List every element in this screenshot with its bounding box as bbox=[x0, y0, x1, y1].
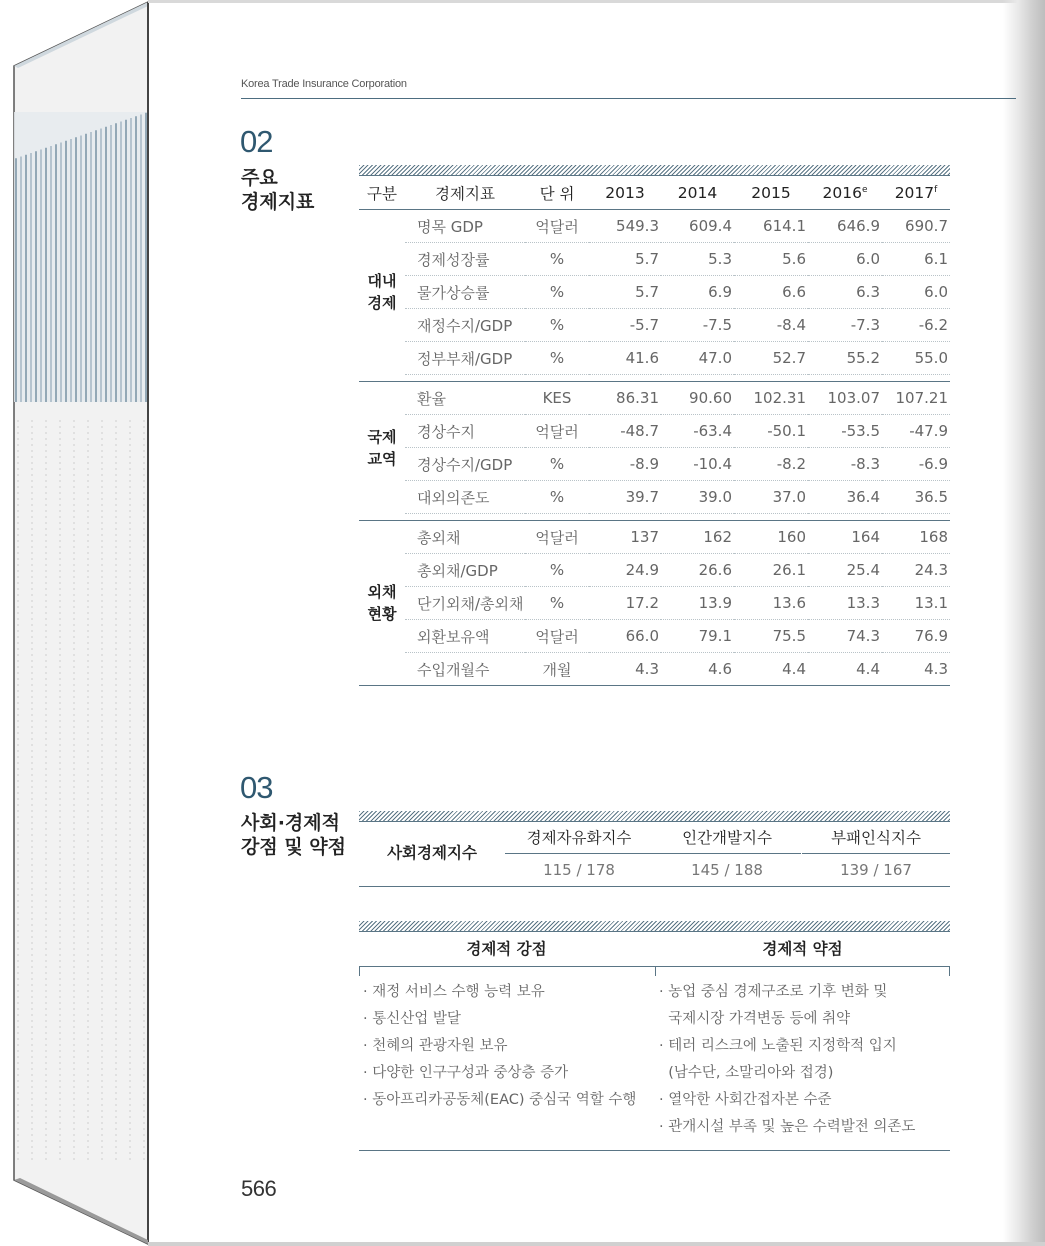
indicator-unit: % bbox=[525, 276, 589, 309]
indicator-unit: % bbox=[525, 587, 589, 620]
indicator-value: 4.3 bbox=[589, 653, 661, 686]
indicator-name: 단기외채/총외채 bbox=[405, 587, 525, 620]
forecast-mark: f bbox=[934, 184, 938, 195]
indicator-value: 13.9 bbox=[661, 587, 734, 620]
group-label-line: 외채 bbox=[367, 583, 397, 601]
indicator-value: 5.3 bbox=[661, 243, 734, 276]
indicator-value: -8.3 bbox=[808, 448, 882, 481]
index-column bbox=[653, 823, 801, 886]
weaknesses-header: 경제적 약점 bbox=[762, 940, 843, 958]
economic-indicators-table bbox=[359, 177, 950, 686]
indicator-value: 90.60 bbox=[661, 382, 734, 415]
indicator-value: 79.1 bbox=[661, 620, 734, 653]
indicator-value: -8.2 bbox=[734, 448, 808, 481]
indicator-unit: % bbox=[525, 448, 589, 481]
indicator-unit: % bbox=[525, 342, 589, 375]
indicator-value: 41.6 bbox=[589, 342, 661, 375]
estimate-mark: e bbox=[861, 184, 868, 195]
index-column-header: 경제자유화지수 bbox=[505, 823, 653, 854]
indicator-name: 경상수지 bbox=[405, 415, 525, 448]
indicator-name: 환율 bbox=[405, 382, 525, 415]
indicator-value: 24.9 bbox=[589, 554, 661, 587]
column-header: 2013 bbox=[589, 177, 661, 210]
group-label-line: 경제 bbox=[367, 294, 397, 313]
page-top-edge bbox=[148, 0, 1045, 3]
table-row bbox=[359, 309, 950, 342]
indicator-value: 4.3 bbox=[882, 653, 950, 686]
indicator-value: -7.3 bbox=[808, 309, 882, 342]
table-row bbox=[359, 243, 950, 276]
column-header: 단 위 bbox=[525, 177, 589, 210]
table-row bbox=[359, 620, 950, 653]
indicator-value: -50.1 bbox=[734, 415, 808, 448]
group-label bbox=[359, 210, 405, 375]
table-row bbox=[359, 521, 950, 554]
group-separator-cell bbox=[359, 375, 950, 382]
indicator-value: 162 bbox=[661, 521, 734, 554]
column-header-year: 2017 bbox=[894, 184, 935, 202]
indicator-value: 646.9 bbox=[808, 210, 882, 243]
group-separator bbox=[359, 514, 950, 521]
indicator-value: 609.4 bbox=[661, 210, 734, 243]
indicator-value: 6.0 bbox=[808, 243, 882, 276]
indicator-value: 690.7 bbox=[882, 210, 950, 243]
indicator-value: -5.7 bbox=[589, 309, 661, 342]
indicator-value: 107.21 bbox=[882, 382, 950, 415]
indicator-name: 총외채 bbox=[405, 521, 525, 554]
index-value: 139 / 167 bbox=[840, 861, 912, 879]
indicator-value: 5.6 bbox=[734, 243, 808, 276]
list-item: 국제시장 가격변동 등에 취약 bbox=[659, 1011, 851, 1027]
indicator-value: 47.0 bbox=[661, 342, 734, 375]
hatch-bar bbox=[359, 165, 950, 176]
indicator-value: -63.4 bbox=[661, 415, 734, 448]
table-row bbox=[359, 587, 950, 620]
group-label bbox=[359, 382, 405, 514]
list-item: · 통신산업 발달 bbox=[363, 1011, 461, 1027]
book-edge bbox=[0, 0, 150, 1246]
indicator-value: 6.1 bbox=[882, 243, 950, 276]
indicator-value: -10.4 bbox=[661, 448, 734, 481]
indicator-value: 13.6 bbox=[734, 587, 808, 620]
section-title bbox=[241, 811, 346, 859]
table-header-row bbox=[359, 177, 950, 210]
index-column-header: 인간개발지수 bbox=[653, 823, 801, 854]
table-row bbox=[359, 653, 950, 686]
strengths-header: 경제적 강점 bbox=[466, 940, 547, 958]
column-tick bbox=[949, 966, 950, 976]
indicator-value: 24.3 bbox=[882, 554, 950, 587]
indicator-value: 39.0 bbox=[661, 481, 734, 514]
indicator-value: 6.3 bbox=[808, 276, 882, 309]
indicator-name: 물가상승률 bbox=[405, 276, 525, 309]
indicator-value: 5.7 bbox=[589, 243, 661, 276]
indicator-value: 4.4 bbox=[808, 653, 882, 686]
indicator-value: 4.4 bbox=[734, 653, 808, 686]
indicator-value: 6.6 bbox=[734, 276, 808, 309]
index-column-header: 부패인식지수 bbox=[802, 823, 950, 854]
section-title-line: 강점 및 약점 bbox=[241, 836, 346, 858]
indicator-value: -8.4 bbox=[734, 309, 808, 342]
running-head: Korea Trade Insurance Corporation bbox=[241, 78, 407, 90]
section-title-line: 사회·경제적 bbox=[241, 812, 340, 834]
column-header bbox=[808, 177, 882, 210]
indicator-value: 74.3 bbox=[808, 620, 882, 653]
index-value: 145 / 188 bbox=[691, 861, 763, 879]
indicator-name: 재정수지/GDP bbox=[405, 309, 525, 342]
list-item: · 재정 서비스 수행 능력 보유 bbox=[363, 984, 545, 1000]
page-number: 566 bbox=[241, 1176, 277, 1201]
indicator-value: -6.2 bbox=[882, 309, 950, 342]
group-label bbox=[359, 521, 405, 686]
indicator-value: 13.1 bbox=[882, 587, 950, 620]
indicator-value: 614.1 bbox=[734, 210, 808, 243]
indicator-value: 26.1 bbox=[734, 554, 808, 587]
indicator-value: 76.9 bbox=[882, 620, 950, 653]
index-row-label: 사회경제지수 bbox=[387, 844, 477, 862]
indicator-value: 6.0 bbox=[882, 276, 950, 309]
indicator-value: 137 bbox=[589, 521, 661, 554]
list-item: · 다양한 인구구성과 중상층 증가 bbox=[363, 1065, 569, 1081]
indicator-name: 정부부채/GDP bbox=[405, 342, 525, 375]
indicator-value: -7.5 bbox=[661, 309, 734, 342]
column-header: 구분 bbox=[359, 177, 405, 210]
index-column bbox=[802, 823, 950, 886]
indicator-value: 26.6 bbox=[661, 554, 734, 587]
indicator-value: 4.6 bbox=[661, 653, 734, 686]
hatch-bar bbox=[359, 811, 950, 822]
indicator-value: 86.31 bbox=[589, 382, 661, 415]
page-bottom-edge bbox=[148, 1242, 1045, 1246]
group-label-line: 현황 bbox=[367, 605, 397, 623]
list-item: (남수단, 소말리아와 접경) bbox=[659, 1065, 834, 1081]
list-item: · 동아프리카공동체(EAC) 중심국 역할 수행 bbox=[363, 1092, 637, 1108]
list-item: · 관개시설 부족 및 높은 수력발전 의존도 bbox=[659, 1119, 916, 1135]
index-value: 115 / 178 bbox=[543, 861, 615, 879]
section-title bbox=[241, 166, 314, 214]
section-title-line: 주요 bbox=[241, 167, 278, 189]
table-row bbox=[359, 554, 950, 587]
indicator-value: 55.2 bbox=[808, 342, 882, 375]
section-number: 03 bbox=[240, 770, 273, 805]
indicator-name: 총외채/GDP bbox=[405, 554, 525, 587]
indicator-name: 대외의존도 bbox=[405, 481, 525, 514]
indicator-name: 외환보유액 bbox=[405, 620, 525, 653]
list-item: · 테러 리스크에 노출된 지정학적 입지 bbox=[659, 1038, 897, 1054]
indicator-value: 13.3 bbox=[808, 587, 882, 620]
column-tick bbox=[655, 966, 656, 976]
table-row bbox=[359, 382, 950, 415]
indicator-value: -8.9 bbox=[589, 448, 661, 481]
index-column bbox=[505, 823, 653, 886]
indicator-unit: KES bbox=[525, 382, 589, 415]
column-tick bbox=[359, 966, 360, 976]
indicator-value: 164 bbox=[808, 521, 882, 554]
indicator-value: -48.7 bbox=[589, 415, 661, 448]
section-number: 02 bbox=[240, 124, 273, 159]
indicator-name: 경상수지/GDP bbox=[405, 448, 525, 481]
indicator-value: 103.07 bbox=[808, 382, 882, 415]
table-row bbox=[359, 415, 950, 448]
table-row bbox=[359, 276, 950, 309]
indicator-value: 36.4 bbox=[808, 481, 882, 514]
group-label-line: 국제 bbox=[367, 427, 397, 446]
indicator-value: 5.7 bbox=[589, 276, 661, 309]
hatch-bar bbox=[359, 921, 950, 932]
indicator-value: -6.9 bbox=[882, 448, 950, 481]
indicator-value: 66.0 bbox=[589, 620, 661, 653]
indicator-value: 75.5 bbox=[734, 620, 808, 653]
indicator-value: 52.7 bbox=[734, 342, 808, 375]
group-label-line: 대내 bbox=[367, 272, 397, 291]
list-item: · 열악한 사회간접자본 수준 bbox=[659, 1092, 832, 1108]
indicator-name: 수입개월수 bbox=[405, 653, 525, 686]
indicator-name: 명목 GDP bbox=[405, 210, 525, 243]
list-item: · 천혜의 관광자원 보유 bbox=[363, 1038, 508, 1054]
indicator-value: 17.2 bbox=[589, 587, 661, 620]
indicator-value: 549.3 bbox=[589, 210, 661, 243]
list-item: · 농업 중심 경제구조로 기후 변화 및 bbox=[659, 984, 888, 1000]
indicator-value: 160 bbox=[734, 521, 808, 554]
column-header-year: 2016 bbox=[822, 184, 862, 202]
indicator-name: 경제성장률 bbox=[405, 243, 525, 276]
indicator-unit: % bbox=[525, 309, 589, 342]
indicator-value: 25.4 bbox=[808, 554, 882, 587]
indicator-value: 6.9 bbox=[661, 276, 734, 309]
indicator-unit: 억달러 bbox=[525, 210, 589, 243]
strengths-list bbox=[363, 979, 636, 1114]
group-label-line: 교역 bbox=[367, 449, 397, 468]
table-row bbox=[359, 342, 950, 375]
indicator-value: -53.5 bbox=[808, 415, 882, 448]
indicator-value: 36.5 bbox=[882, 481, 950, 514]
strengths-weaknesses-table bbox=[359, 932, 950, 1151]
header-rule bbox=[241, 98, 1016, 99]
column-header: 2015 bbox=[734, 177, 808, 210]
indicator-value: 37.0 bbox=[734, 481, 808, 514]
indicator-value: 55.0 bbox=[882, 342, 950, 375]
social-economic-index-table bbox=[359, 823, 950, 887]
column-header: 경제지표 bbox=[405, 177, 525, 210]
indicator-unit: 개월 bbox=[525, 653, 589, 686]
indicator-value: 39.7 bbox=[589, 481, 661, 514]
indicator-unit: 억달러 bbox=[525, 521, 589, 554]
section-title-line: 경제지표 bbox=[241, 191, 315, 213]
indicator-unit: % bbox=[525, 243, 589, 276]
column-header: 2014 bbox=[661, 177, 734, 210]
indicator-unit: % bbox=[525, 554, 589, 587]
group-separator-cell bbox=[359, 514, 950, 521]
indicator-value: -47.9 bbox=[882, 415, 950, 448]
indicator-value: 168 bbox=[882, 521, 950, 554]
page-curl-shadow bbox=[1003, 0, 1045, 1246]
indicator-unit: % bbox=[525, 481, 589, 514]
column-header bbox=[882, 177, 950, 210]
indicator-value: 102.31 bbox=[734, 382, 808, 415]
table-row bbox=[359, 448, 950, 481]
indicator-unit: 억달러 bbox=[525, 415, 589, 448]
table-row bbox=[359, 481, 950, 514]
weaknesses-list bbox=[659, 979, 915, 1141]
table-row bbox=[359, 210, 950, 243]
indicator-unit: 억달러 bbox=[525, 620, 589, 653]
group-separator bbox=[359, 375, 950, 382]
